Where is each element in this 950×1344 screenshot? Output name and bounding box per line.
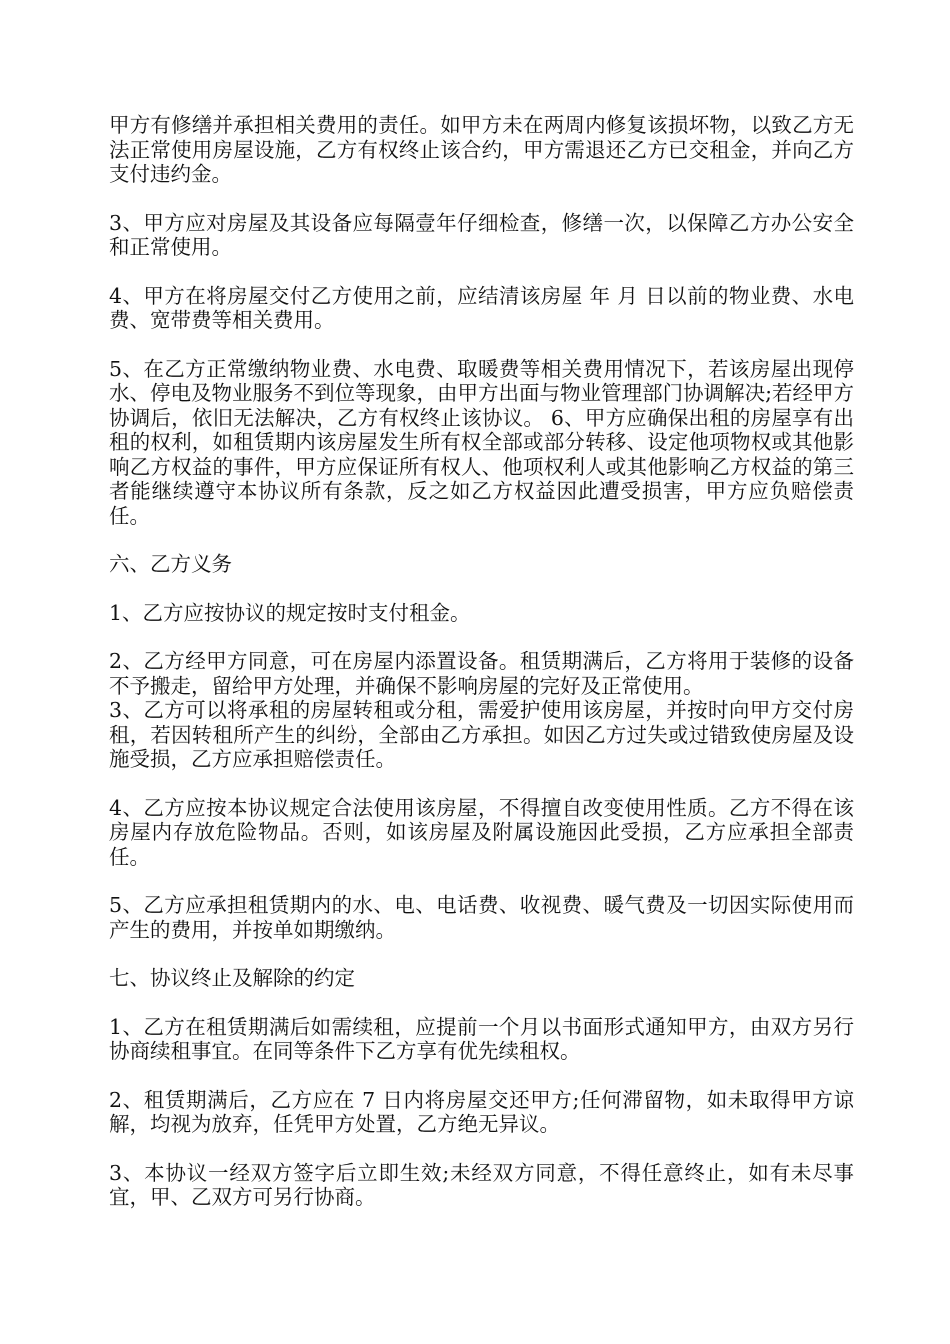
paragraph-tenant-sublease: 3、乙方可以将承租的房屋转租或分租，需爱护使用该房屋，并按时向甲方交付房租，若因转租所产生的纠纷，全部由乙方承担。如因乙方过失或过错致使房屋及设施受损，乙方应承担赔偿责任。 [109,698,854,771]
section-heading-tenant-obligations: 六、乙方义务 [109,552,232,576]
paragraph-renewal: 1、乙方在租赁期满后如需续租，应提前一个月以书面形式通知甲方，由双方另行协商续租事宜。在同等条件下乙方享有优先续租权。 [109,1014,854,1063]
section-heading-termination: 七、协议终止及解除的约定 [109,966,355,990]
paragraph-landlord-settle-fees: 4、甲方在将房屋交付乙方使用之前，应结清该房屋 年 月 日以前的物业费、水电费、宽带费等相关费用。 [109,283,854,332]
document-body [109,113,854,1234]
paragraph-landlord-coordination: 5、在乙方正常缴纳物业费、水电费、取暖费等相关费用情况下，若该房屋出现停水、停电及物业服务不到位等现象，由甲方出面与物业管理部门协调解决;若经甲方协调后，依旧无法解决，乙方有权终止该协议。 6、甲方应确保出租的房屋享有出租的权利，如租赁期内该房屋发生所有权全部或部分转移、设定他项物权或其他影响乙方权益的事件，甲方应保证所有权人、他项权利人或其他影响乙方权益的第三者能继续遵守本协议所有条款，反之如乙方权益因此遭受损害，甲方应负赔偿责任。 [109,356,854,528]
paragraph-tenant-equipment: 2、乙方经甲方同意，可在房屋内添置设备。租赁期满后，乙方将用于装修的设备不予搬走，留给甲方处理，并确保不影响房屋的完好及正常使用。 [109,649,854,698]
paragraph-effectiveness: 3、本协议一经双方签字后立即生效;未经双方同意，不得任意终止，如有未尽事宜，甲、乙双方可另行协商。 [109,1160,854,1209]
paragraph-tenant-pay-rent: 1、乙方应按协议的规定按时支付租金。 [109,600,471,625]
paragraph-tenant-utilities: 5、乙方应承担租赁期内的水、电、电话费、收视费、暖气费及一切因实际使用而产生的费用，并按单如期缴纳。 [109,893,854,942]
paragraph-tenant-lawful-use: 4、乙方应按本协议规定合法使用该房屋，不得擅自改变使用性质。乙方不得在该房屋内存放危险物品。否则，如该房屋及附属设施因此受损，乙方应承担全部责任。 [109,795,854,869]
paragraph-landlord-inspection: 3、甲方应对房屋及其设备应每隔壹年仔细检查，修缮一次，以保障乙方办公安全和正常使用。 [109,210,854,259]
paragraph-landlord-repair-duty: 甲方有修缮并承担相关费用的责任。如甲方未在两周内修复该损坏物，以致乙方无法正常使用房屋设施，乙方有权终止该合约，甲方需退还乙方已交租金，并向乙方支付违约金。 [109,113,854,186]
paragraph-return-premises: 2、租赁期满后，乙方应在 7 日内将房屋交还甲方;任何滞留物，如未取得甲方谅解，均视为放弃，任凭甲方处置，乙方绝无异议。 [109,1087,854,1136]
